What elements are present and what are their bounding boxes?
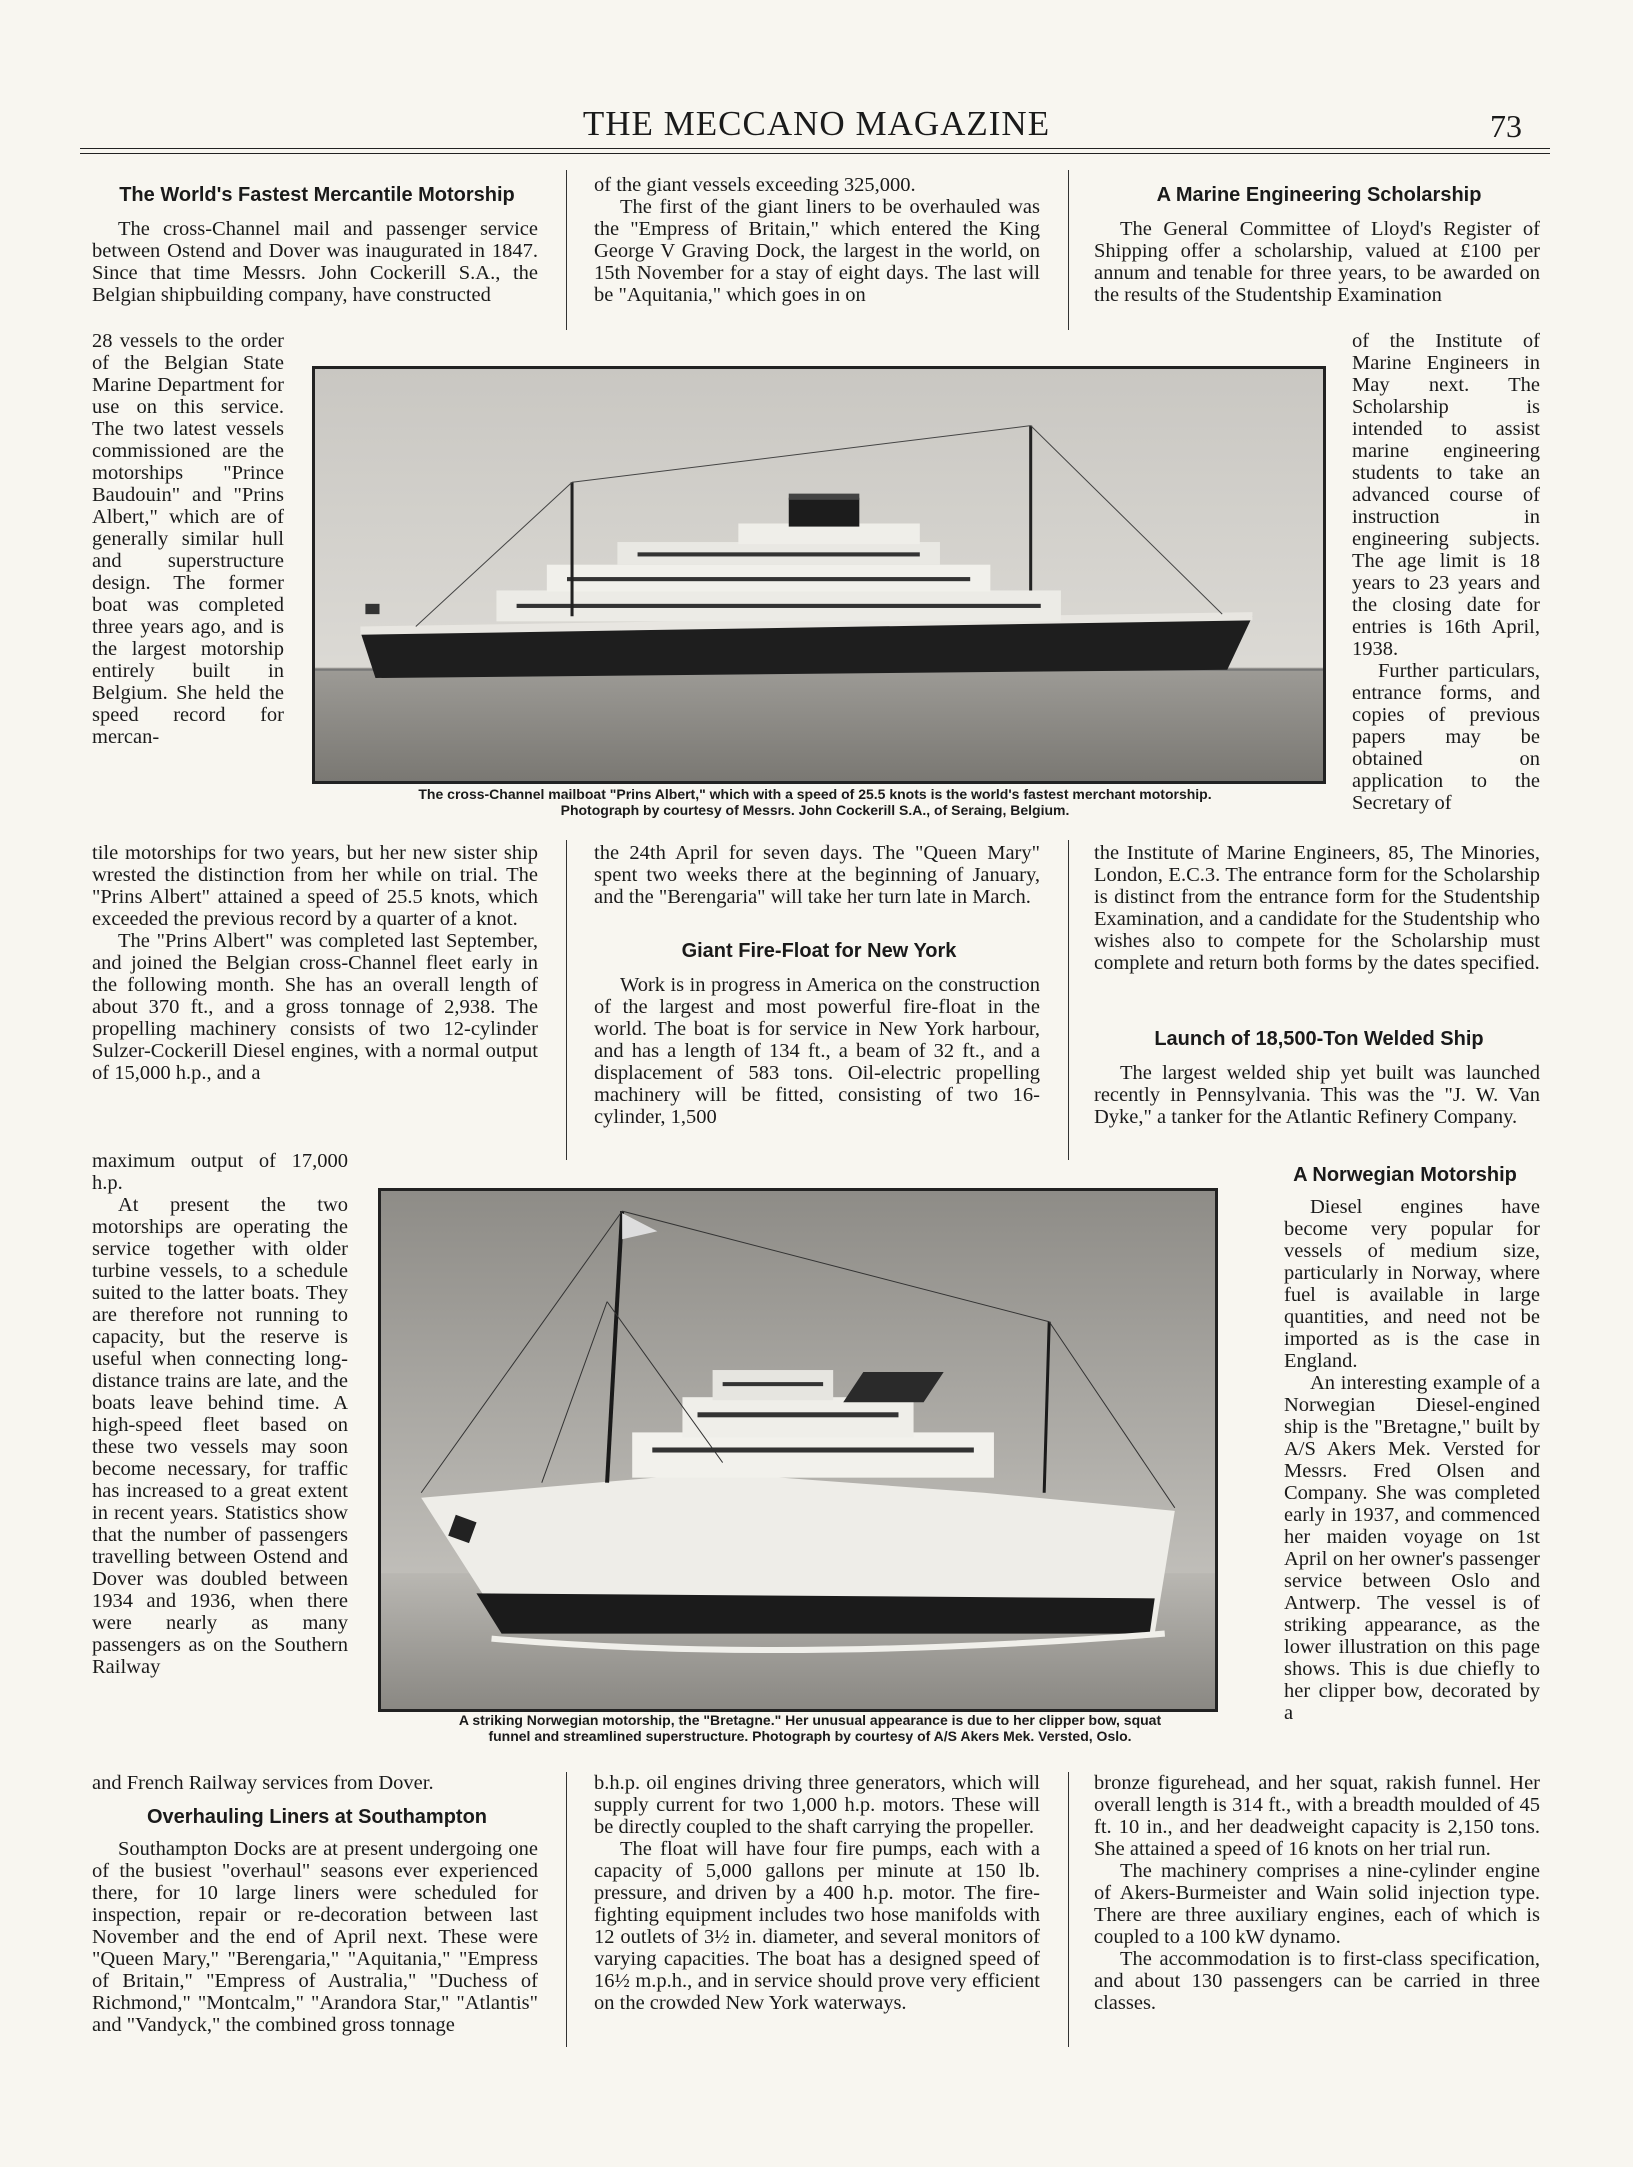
- caption-prins-albert: The cross-Channel mailboat "Prins Albert," which with a speed of 25.5 knots is the world's fastest merchant motorship. Photograph by courtesy of Messrs. John Cockerill S.A., of Seraing, Belgium.: [418, 786, 1212, 818]
- heading-norwegian-motorship: A Norwegian Motorship: [1293, 1164, 1517, 1186]
- heading-fastest-motorship: The World's Fastest Mercantile Motorship: [119, 184, 515, 206]
- column-rule: [1068, 170, 1069, 330]
- column-rule: [566, 170, 567, 330]
- ship-prins-albert-illustration: [315, 369, 1323, 781]
- article-text: Work is in progress in America on the construction of the largest and most powerful fire-float in the world. The boat is for service in New York harbour, and has a length of 134 ft., a beam of 32 ft., and a displacement of 583 tons. Oil-electric propelling machinery will be fitted, consisting of two 16-cylinder, 1,500: [594, 974, 1040, 1128]
- header-rule-2: [80, 153, 1550, 154]
- article-text: The largest welded ship yet built was launched recently in Pennsylvania. This was the "J. W. Van Dyke," a tanker for the Atlantic Refinery Company.: [1094, 1062, 1540, 1128]
- column-rule: [566, 840, 567, 1160]
- article-text: bronze figurehead, and her squat, rakish funnel. Her overall length is 314 ft., with a breadth moulded of 45 ft. 10 in., and her deadweight capacity is 2,150 tons. She attained a speed of 16 knots on her trial run. The machinery comprises a nine-cylinder engine of Akers-Burmeister and Wain solid injection type. There are three auxiliary engines, each of which is coupled to a 100 kW dynamo. The accommodation is to first-class specification, and about 130 passengers can be carried in three classes.: [1094, 1772, 1540, 2014]
- heading-fire-float: Giant Fire-Float for New York: [681, 940, 957, 962]
- caption-bretagne: A striking Norwegian motorship, the "Bretagne." Her unusual appearance is due to her clipper bow, squat funnel and streamlined superstructure. Photograph by courtesy of A/S Akers Mek. Versted, Oslo.: [458, 1712, 1162, 1744]
- column-rule: [1068, 1772, 1069, 2047]
- magazine-title: THE MECCANO MAGAZINE: [582, 104, 1051, 143]
- column-rule: [1068, 840, 1069, 1160]
- article-text: The cross-Channel mail and passenger service between Ostend and Dover was inaugurated in 1847. Since that time Messrs. John Cockerill S.A., the Belgian shipbuilding company, have constructed: [92, 218, 538, 306]
- header-rule: [80, 148, 1550, 149]
- photo-bretagne: [378, 1188, 1218, 1712]
- article-text: Southampton Docks are at present undergoing one of the busiest "overhaul" seasons ever experienced there, for 10 large liners were scheduled for inspection, repair or re-decoration between last November and the end of April next. These were "Queen Mary," "Berengaria," "Aquitania," "Empress of Britain," "Empress of Australia," "Duchess of Richmond," "Montcalm," "Arandora Star," "Atlantis" and "Vandyck," the combined gross tonnage: [92, 1838, 538, 2036]
- article-text: 28 vessels to the order of the Belgian State Marine Department for use on this service. The two latest vessels commissioned are the motorships "Prince Baudouin" and "Prins Albert," which are of generally similar hull and superstructure design. The former boat was completed three years ago, and is the largest motorship entirely built in Belgium. She held the speed record for mercan-: [92, 330, 284, 748]
- heading-overhauling-liners: Overhauling Liners at Southampton: [146, 1806, 488, 1828]
- heading-welded-ship: Launch of 18,500-Ton Welded Ship: [1154, 1028, 1484, 1050]
- column-rule: [566, 1772, 567, 2047]
- article-text: the 24th April for seven days. The "Queen Mary" spent two weeks there at the beginning of January, and the "Berengaria" will take her turn late in March.: [594, 842, 1040, 908]
- article-text: Diesel engines have become very popular for vessels of medium size, particularly in Norway, where fuel is available in large quantities, and need not be imported as is the case in England. An interesting example of a Norwegian Diesel-engined ship is the "Bretagne," built by A/S Akers Mek. Versted for Messrs. Fred Olsen and Company. She was completed early in 1937, and commenced her maiden voyage on 1st April on her owner's passenger service between Oslo and Antwerp. The vessel is of striking appearance, as the lower illustration on this page shows. This is due chiefly to her clipper bow, decorated by a: [1284, 1196, 1540, 1724]
- article-text: the Institute of Marine Engineers, 85, The Minories, London, E.C.3. The entrance form for the Scholarship is distinct from the entrance form for the Studentship Examination, and a candidate for the Studentship who wishes also to compete for the Scholarship must complete and return both forms by the dates specified.: [1094, 842, 1540, 974]
- article-text: of the giant vessels exceeding 325,000. The first of the giant liners to be overhauled was the "Empress of Britain," which entered the King George V Graving Dock, the largest in the world, on 15th November for a stay of eight days. The last will be "Aquitania," which goes in on: [594, 174, 1040, 306]
- article-text: of the Institute of Marine Engineers in May next. The Scholarship is intended to assist marine engineering students to take an advanced course of instruction in engineering subjects. The age limit is 18 years to 23 years and the closing date for entries is 16th April, 1938. Further particulars, entrance forms, and copies of previous papers may be obtained on application to the Secretary of: [1352, 330, 1540, 814]
- article-text: The General Committee of Lloyd's Register of Shipping offer a scholarship, valued at £100 per annum and tenable for three years, to be awarded on the results of the Studentship Examination: [1094, 218, 1540, 306]
- article-text: and French Railway services from Dover.: [92, 1772, 434, 1794]
- page-number: 73: [1490, 108, 1522, 144]
- article-text: tile motorships for two years, but her new sister ship wrested the distinction from her while on trial. The "Prins Albert" attained a speed of 25.5 knots, which exceeded the previous record by a quarter of a knot. The "Prins Albert" was completed last September, and joined the Belgian cross-Channel fleet early in the following month. She has an overall length of about 370 ft., and a gross tonnage of 2,938. The propelling machinery consists of two 12-cylinder Sulzer-Cockerill Diesel engines, with a normal output of 15,000 h.p., and a: [92, 842, 538, 1084]
- ship-bretagne-illustration: [381, 1191, 1215, 1709]
- article-text: maximum output of 17,000 h.p. At present the two motorships are operating the service together with older turbine vessels, to a schedule suited to the latter boats. They are therefore not running to capacity, but the reserve is useful when connecting long-distance trains are late, and the boats leave behind time. A high-speed fleet based on these two vessels may soon become necessary, for traffic has increased to a great extent in recent years. Statistics show that the number of passengers travelling between Ostend and Dover was doubled between 1934 and 1936, when there were nearly as many passengers as on the Southern Railway: [92, 1150, 348, 1678]
- photo-prins-albert: [312, 366, 1326, 784]
- heading-scholarship: A Marine Engineering Scholarship: [1156, 184, 1482, 206]
- article-text: b.h.p. oil engines driving three generators, which will supply current for two 1,000 h.p. motors. These will be directly coupled to the shaft carrying the propeller. The float will have four fire pumps, each with a capacity of 5,000 gallons per minute at 150 lb. pressure, and driven by a 400 h.p. motor. The fire-fighting equipment includes two hose manifolds with 12 outlets of 3½ in. diameter, and several monitors of varying capacities. The boat has a designed speed of 16½ m.p.h., and in service should prove very efficient on the crowded New York waterways.: [594, 1772, 1040, 2014]
